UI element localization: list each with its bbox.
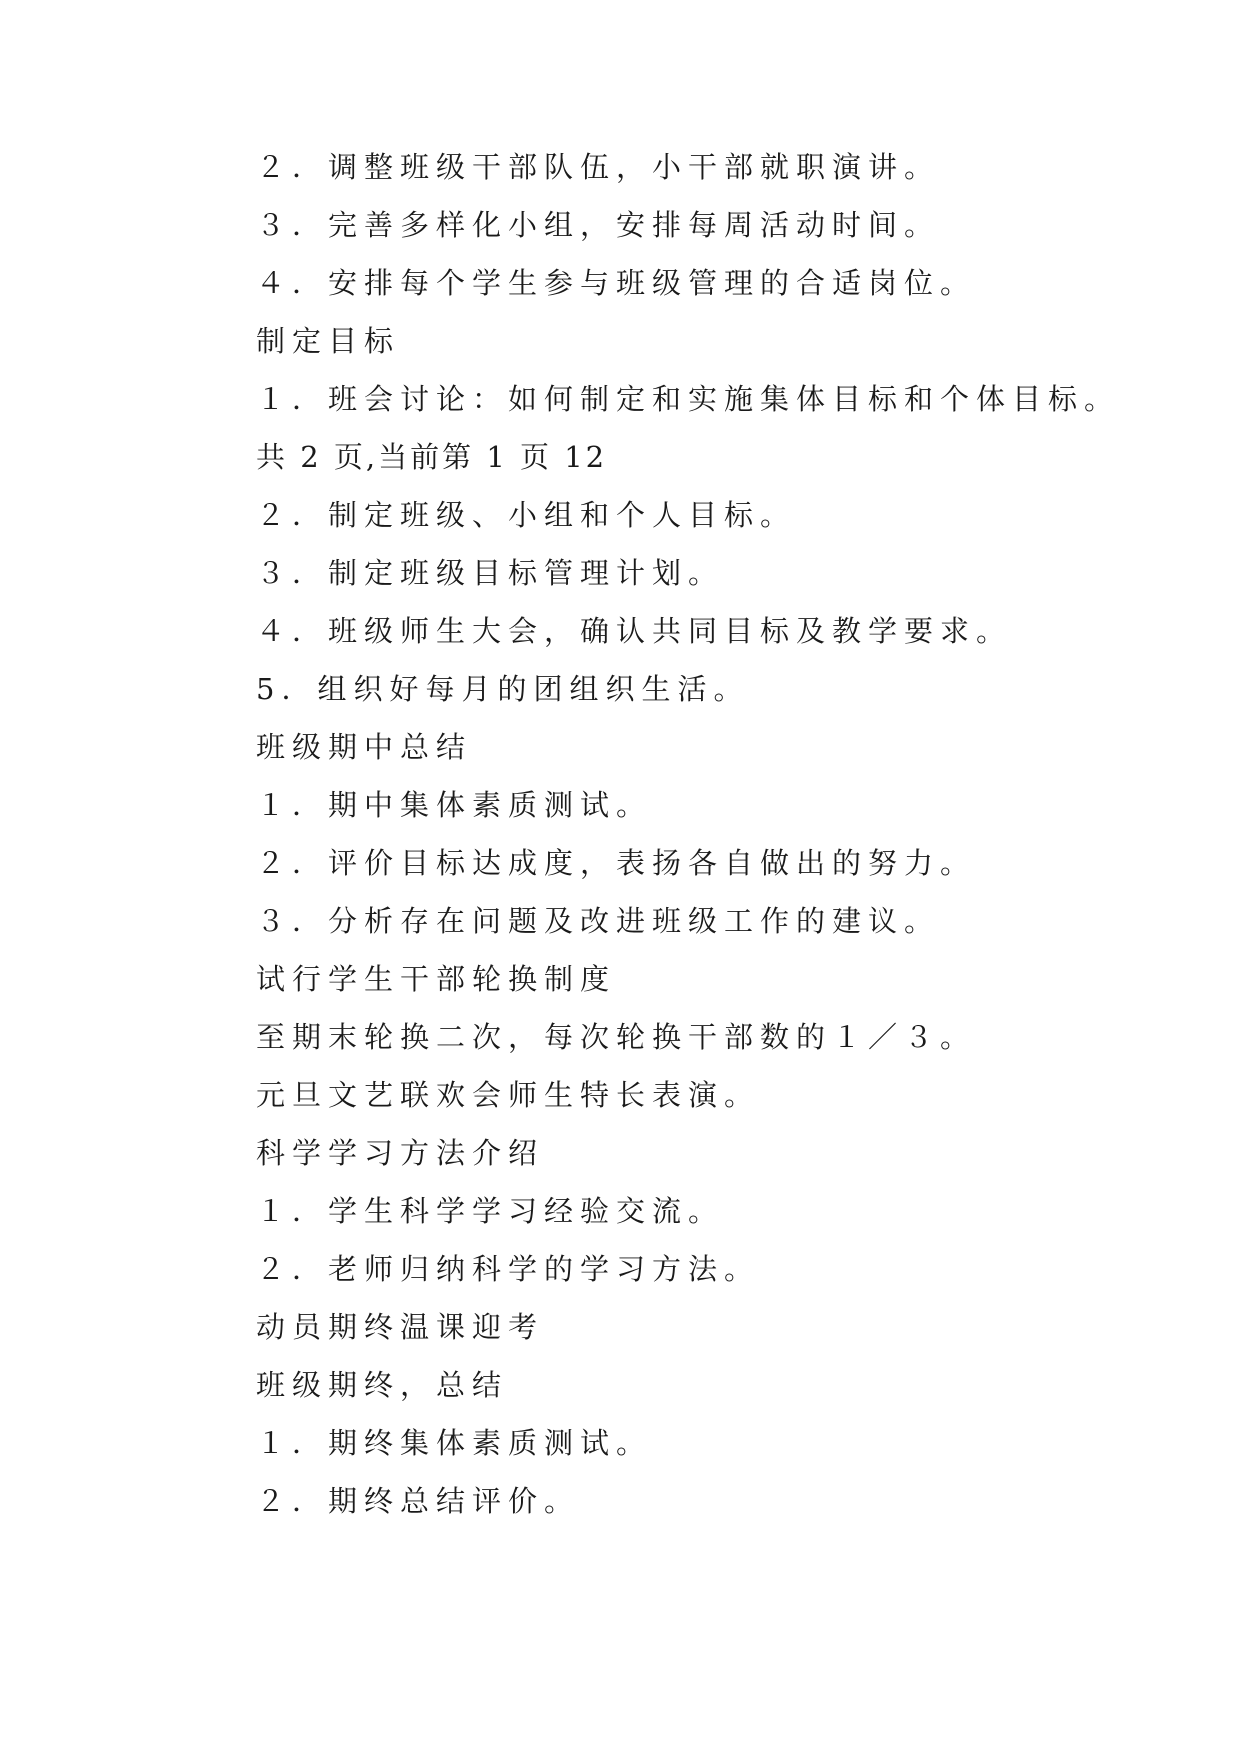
section-heading: 元旦文艺联欢会师生特长表演。: [256, 1078, 761, 1112]
text-line: １．学生科学学习经验交流。: [256, 1194, 725, 1228]
text-line: ４．安排每个学生参与班级管理的合适岗位。: [256, 266, 977, 300]
text-line: ２．老师归纳科学的学习方法。: [256, 1252, 761, 1286]
text-line: ２．评价目标达成度，表扬各自做出的努力。: [256, 846, 977, 880]
text-line: ２．期终总结评价。: [256, 1484, 581, 1518]
text-line: 5．组织好每月的团组织生活。: [256, 672, 750, 706]
text-line: １．期终集体素质测试。: [256, 1426, 653, 1460]
page-number-text: 共 2 页,当前第 1 页 12: [256, 440, 608, 474]
text-line: ３．制定班级目标管理计划。: [256, 556, 725, 590]
text-line: ２．制定班级、小组和个人目标。: [256, 498, 797, 532]
section-heading: 试行学生干部轮换制度: [256, 962, 617, 996]
text-line: 至期末轮换二次，每次轮换干部数的１／３。: [256, 1020, 977, 1054]
text-line: ３．完善多样化小组，安排每周活动时间。: [256, 208, 941, 242]
section-heading: 班级期终，总结: [256, 1368, 509, 1402]
section-heading: 科学学习方法介绍: [256, 1136, 545, 1170]
text-line: １．期中集体素质测试。: [256, 788, 653, 822]
text-line: ２．调整班级干部队伍，小干部就职演讲。: [256, 150, 941, 184]
text-line: １．班会讨论：如何制定和实施集体目标和个体目标。: [256, 382, 1121, 416]
section-heading: 制定目标: [256, 324, 401, 358]
section-heading: 动员期终温课迎考: [256, 1310, 545, 1344]
text-line: ４．班级师生大会，确认共同目标及教学要求。: [256, 614, 1013, 648]
section-heading: 班级期中总结: [256, 730, 473, 764]
text-line: ３．分析存在问题及改进班级工作的建议。: [256, 904, 941, 938]
